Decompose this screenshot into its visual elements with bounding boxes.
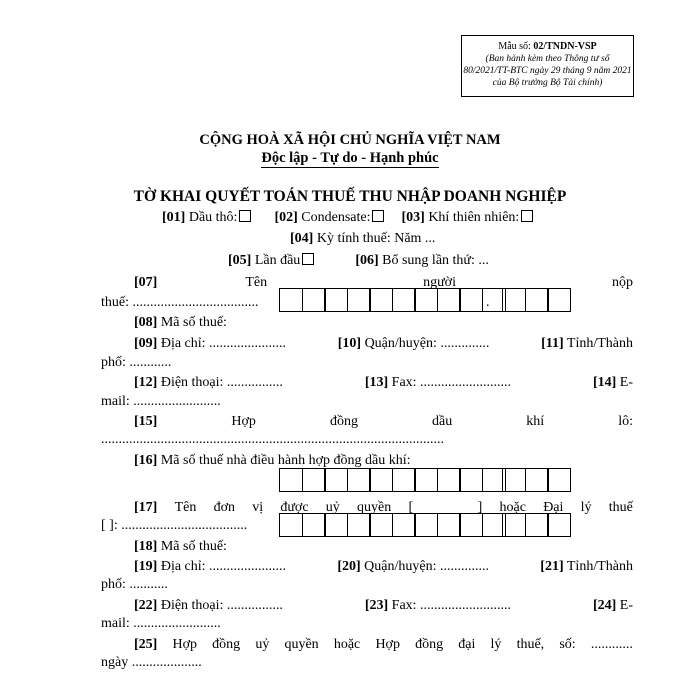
tax-period: [04] Kỳ tính thuế: Năm ... xyxy=(290,231,436,246)
field-15: [15] Hợp đồng dầu khí lô: xyxy=(134,414,633,429)
field-09-11: [09] Địa chỉ: ...................... [10] Quận/huyện: .............. [11] Tỉnh/Thành xyxy=(134,336,633,351)
first-time-checkbox[interactable] xyxy=(302,253,314,265)
agent-tax-id-cells[interactable] xyxy=(279,513,506,537)
condensate-checkbox[interactable] xyxy=(372,210,384,222)
options-row-1: [01] Dầu thô: [02] Condensate: [03] Khí thiên nhiên: xyxy=(162,210,533,226)
operator-tax-id-cells[interactable] xyxy=(279,468,506,492)
motto: Độc lập - Tự do - Hạnh phúc xyxy=(261,150,439,166)
natural-gas-checkbox[interactable] xyxy=(521,210,533,222)
tax-id-cells-07[interactable] xyxy=(279,288,506,312)
country-title: CỘNG HOÀ XÃ HỘI CHỦ NGHĨA VIỆT NAM xyxy=(199,132,501,148)
field-07-cont: thuế: .................................... xyxy=(101,295,259,310)
field-07: [07] Tên người nộp xyxy=(134,275,633,290)
field-17: [17] Tên đơn vị được uỷ quyền [ ] hoặc Đại lý thuế xyxy=(134,500,633,515)
field-16: [16] Mã số thuế nhà điều hành hợp đồng dầu khí: xyxy=(134,453,411,468)
field-11-cont: phố: ............ xyxy=(101,355,172,370)
field-24-cont: mail: ......................... xyxy=(101,616,221,631)
field-19-21: [19] Địa chỉ: ...................... [20] Quận/huyện: .............. [21] Tỉnh/Thành xyxy=(134,559,633,574)
motto-wrap xyxy=(0,150,700,167)
form-note-1: (Ban hành kèm theo Thông tư số xyxy=(485,54,610,64)
field-17-cont: [ ]: .................................... xyxy=(101,518,248,533)
field-15-cont: .................................................................................................. xyxy=(101,432,444,447)
field-14-cont: mail: ......................... xyxy=(101,394,221,409)
form-code: Mẫu số: 02/TNDN-VSP xyxy=(498,41,597,52)
field-25-cont: ngày .................... xyxy=(101,655,202,670)
form-title: TỜ KHAI QUYẾT TOÁN THUẾ THU NHẬP DOANH NGHIỆP xyxy=(133,188,567,205)
field-12-14: [12] Điện thoại: ................ [13] Fax: .......................... [14] E- xyxy=(134,375,633,390)
field-25: [25] Hợp đồng uỷ quyền hoặc Hợp đồng đại lý thuế, số: ............ xyxy=(134,637,633,652)
form-note-2: 80/2021/TT-BTC ngày 29 tháng 9 năm 2021 xyxy=(463,66,632,76)
form-note-3: của Bộ trưởng Bộ Tài chính) xyxy=(492,78,603,88)
operator-tax-id-suffix-cells[interactable] xyxy=(502,468,571,492)
form-code-box xyxy=(461,35,634,97)
field-21-cont: phố: ........... xyxy=(101,577,168,592)
options-row-3: [05] Lần đầu [06] Bổ sung lần thứ: ... xyxy=(228,253,489,268)
agent-tax-id-suffix-cells[interactable] xyxy=(502,513,571,537)
field-08: [08] Mã số thuế: xyxy=(134,315,227,330)
field-22-24: [22] Điện thoại: ................ [23] Fax: .......................... [24] E- xyxy=(134,598,633,613)
tax-id-dot-07: . xyxy=(486,295,490,310)
field-18: [18] Mã số thuế: xyxy=(134,539,227,554)
tax-id-suffix-cells-07[interactable] xyxy=(502,288,571,312)
crude-oil-checkbox[interactable] xyxy=(239,210,251,222)
